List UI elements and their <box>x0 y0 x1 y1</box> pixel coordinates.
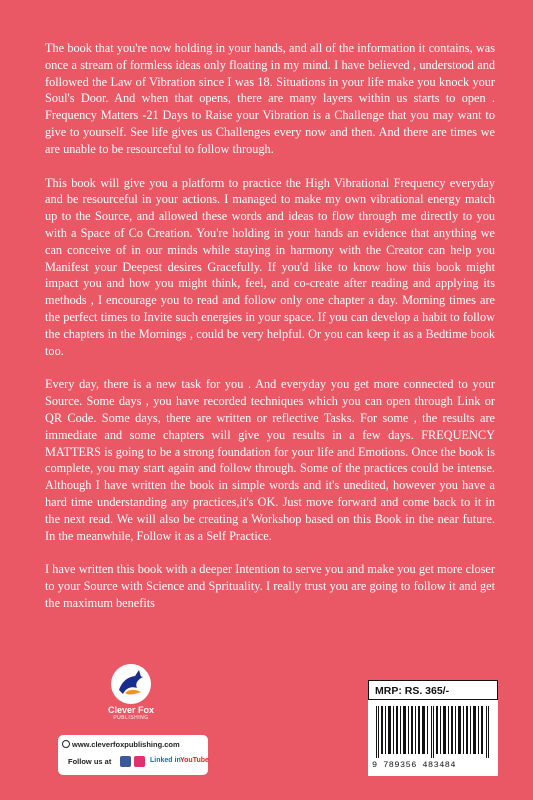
blurb-paragraph-1: The book that you're now holding in your hands, and all of the information it contains, was once a stream of formless ideas only floating in my mind. I have believed , understood and followed the Law of Vibration since I was 18. Situations in your life make you knock your Soul's Door. And when that opens, there are many layers within us starts to open . Frequency Matters -21 Days to Raise your Vibration is a Challenge that you may want to give to yourself. See life gives us Challenges every now and then. And there are times we are unable to be resourceful to follow through. <box>45 41 495 156</box>
mrp-price: MRP: RS. 365/- <box>368 680 498 700</box>
publisher-subtitle: PUBLISHING <box>113 715 149 721</box>
blurb-paragraph-2: This book will give you a platform to practice the High Vibrational Frequency everyday and be resourceful in your actions. I managed to make my own vibrational energy match up to the Source, and allowed these words and ideas to flow through me directly to you with a Space of Co Creation. You're holding in your hands an evidence that anything we can conceive of in our minds while staying in harmony with the Creator can help you Manifest your Deepest desires Gracefully. If you'd like to know how this book might impact you and how you might think, feel, and co-create after reading and applying its methods , I encourage you to read and follow only one chapter a day. Morning times are the perfect times to Invite such energies in your space. If you can develop a habit to follow the chapters in the Mornings , could be very helpful. Or you can keep it as a Bedtime book too. <box>45 175 495 358</box>
publisher-contact-box <box>58 735 208 775</box>
follow-us-label: Follow us at <box>68 757 112 766</box>
fox-logo-icon <box>111 664 151 704</box>
isbn-number: 9 789356 483484 <box>372 760 457 770</box>
instagram-icon[interactable] <box>134 756 145 767</box>
isbn-barcode <box>376 706 490 758</box>
price-barcode-panel <box>368 680 498 776</box>
publisher-logo <box>96 664 166 721</box>
facebook-icon[interactable] <box>120 756 131 767</box>
globe-icon <box>62 740 70 748</box>
blurb-text <box>45 40 495 629</box>
blurb-paragraph-4: I have written this book with a deeper Intention to serve you and make you get more closer to your Source with Science and Sprituality. I really trust you are going to follow it and get the maximum benefits <box>45 562 495 610</box>
blurb-paragraph-3: Every day, there is a new task for you . And everyday you get more connected to your Source. Some days , you have recorded techniques which you can open through Link or QR Code. Some days, there are written or reflective Tasks. For some , the results are immediate and some chapters will give you results in a few days. FREQUENCY MATTERS is going to be a strong foundation for your life and Emotions. Once the book is complete, you may start again and follow through. Some of the practices could be intense. Although I have written the book in simple words and it's unedited, however you have a hard time understanding any practices,it's OK. Just move forward and come back to it in the next read. We will also be creating a Workshop based on this Book in the near future. In the meanwhile, Follow it as a Self Practice. <box>45 377 495 543</box>
publisher-name: Clever Fox <box>107 705 155 715</box>
publisher-website-link[interactable]: www.cleverfoxpublishing.com <box>72 740 180 749</box>
linkedin-label[interactable]: Linked in <box>150 757 181 764</box>
youtube-label[interactable]: YouTube <box>180 757 209 764</box>
